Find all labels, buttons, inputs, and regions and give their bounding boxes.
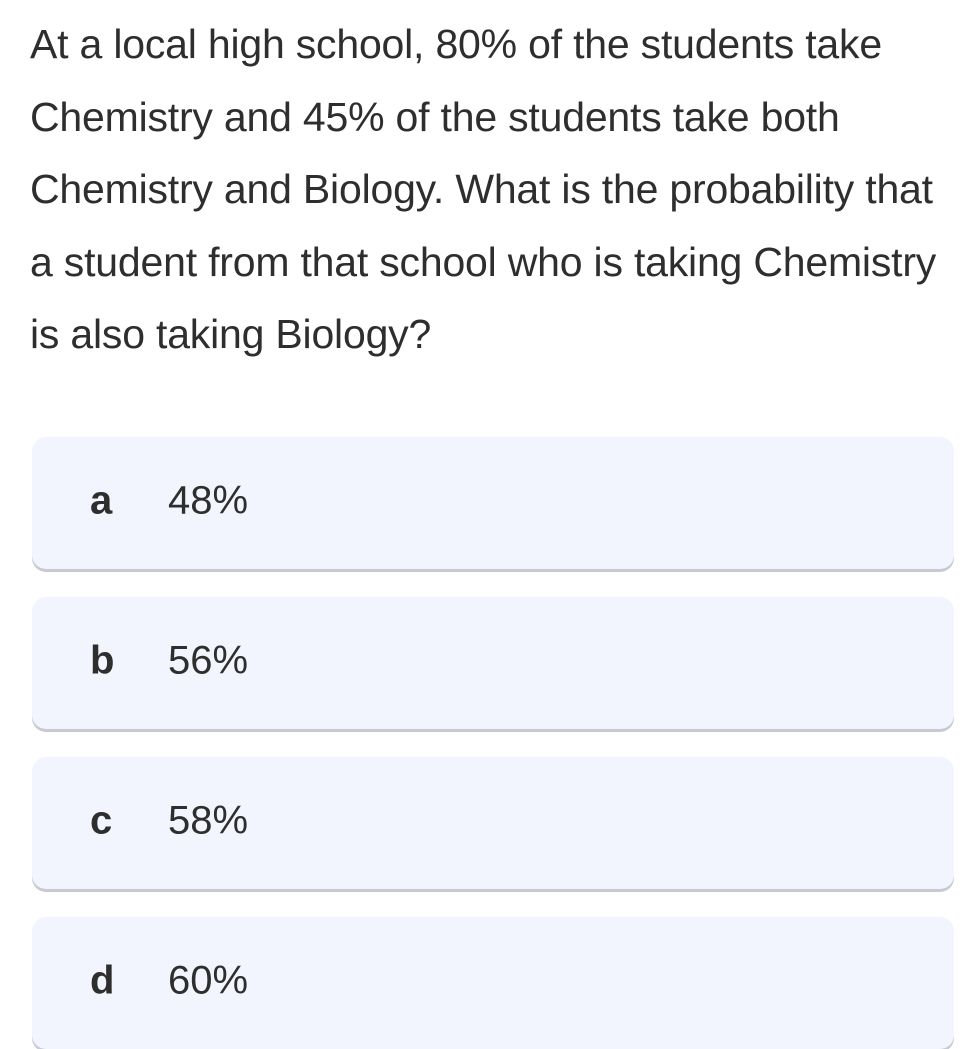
option-text: 60%: [168, 958, 249, 1003]
option-text: 56%: [168, 638, 249, 683]
option-text: 58%: [168, 798, 249, 843]
option-d[interactable]: [32, 917, 954, 1049]
answer-options: [32, 437, 954, 1049]
option-letter: b: [90, 638, 115, 683]
option-a[interactable]: [32, 437, 954, 569]
option-letter: c: [90, 798, 113, 843]
option-c[interactable]: [32, 757, 954, 889]
question-text: At a local high school, 80% of the students take Chemistry and 45% of the students take both Chemistry and Biology. What is the probability that a student from that school who is taking Chemistry is also taking Biology?: [30, 21, 937, 357]
option-letter: a: [90, 478, 113, 523]
option-text: 48%: [168, 478, 249, 523]
option-b[interactable]: [32, 597, 954, 729]
option-letter: d: [90, 958, 115, 1003]
